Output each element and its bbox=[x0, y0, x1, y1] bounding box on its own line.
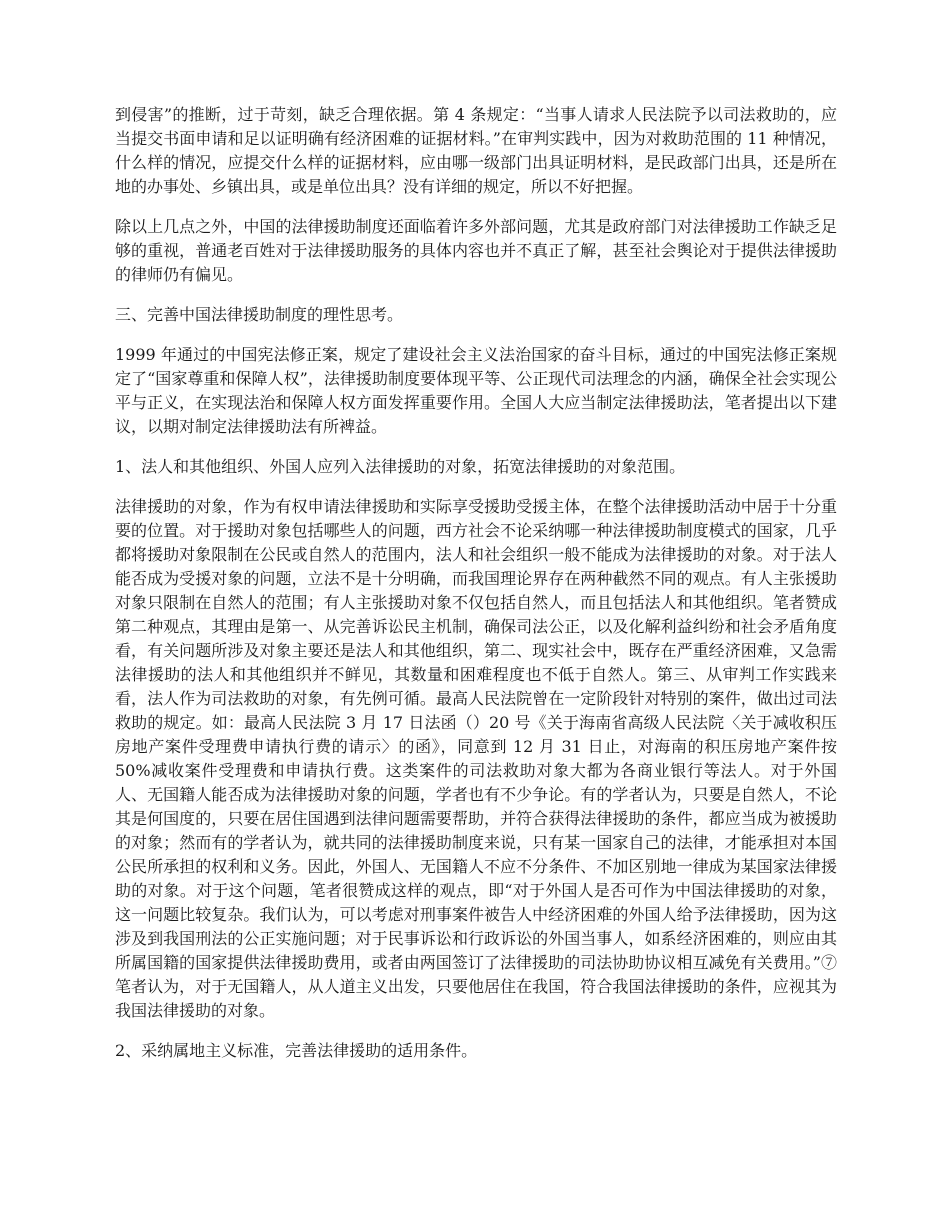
section-heading-3: 三、完善中国法律援助制度的理性思考。 bbox=[115, 305, 404, 324]
paragraph-evidence-requirements: 到侵害”的推断，过于苛刻，缺乏合理依据。第 4 条规定：“当事人请求人民法院予以司法救助的，应当提交书面申请和足以证明确有经济困难的证据材料。”在审判实践中，因为对救助范围的 11 种情况，什么样的情况，应提交什么样的证据材料，应由哪一级部门出具证明材料，是民政部门出具，还是所在地的办事处、乡镇出具，或是单位出具？没有详细的规定，所以不好把握。 bbox=[115, 105, 837, 196]
subheading-2: 2、采纳属地主义标准，完善法律援助的适用条件。 bbox=[115, 1041, 478, 1060]
paragraph-aid-recipients: 法律援助的对象，作为有权申请法律援助和实际享受援助受援主体，在整个法律援助活动中居于十分重要的位置。对于援助对象包括哪些人的问题，西方社会不论采纳哪一种法律援助制度模式的国家，几乎都将援助对象限制在公民或自然人的范围内，法人和社会组织一般不能成为法律援助的对象。对于法人能否成为受援对象的问题，立法不是十分明确，而我国理论界存在两种截然不同的观点。有人主张援助对象只限制在自然人的范围；有人主张援助对象不仅包括自然人，而且包括法人和其他组织。笔者赞成第二种观点，其理由是第一、从完善诉讼民主机制，确保司法公正，以及化解利益纠纷和社会矛盾角度看，有关问题所涉及对象主要还是法人和其他组织，第二、现实社会中，既存在严重经济困难，又急需法律援助的法人和其他组织并不鲜见，其数量和困难程度也不低于自然人。第三、从审判工作实践来看，法人作为司法救助的对象，有先例可循。最高人民法院曾在一定阶段针对特别的案件，做出过司法救助的规定。如：最高人民法院 3 月 17 日法函（）20 号《关于海南省高级人民法院〈关于减收积压房地产案件受理费申请执行费的请示〉的函》，同意到 12 月 31 日止，对海南的积压房地产案件按 50%减收案件受理费和申请执行费。这类案件的司法救助对象大都为各商业银行等法人。对于外国人、无国籍人能否成为法律援助对象的问题，学者也有不少争论。有的学者认为，只要是自然人，不论其是何国度的，只要在居住国遇到法律问题需要帮助，并符合获得法律援助的条件，都应当成为被援助的对象；然而有的学者认为，就共同的法律援助制度来说，只有某一国家自己的法律，才能承担对本国公民所承担的权利和义务。因此，外国人、无国籍人不应不分条件、不加区别地一律成为某国家法律援助的对象。对于这个问题，笔者很赞成这样的观点，即“对于外国人是否可作为中国法律援助的对象，这一问题比较复杂。我们认为，可以考虑对刑事案件被告人中经济困难的外国人给予法律援助，因为这涉及到我国刑法的公正实施问题；对于民事诉讼和行政诉讼的外国当事人，如系经济困难的，则应由其所属国籍的国家提供法律援助费用，或者由两国签订了法律援助的司法协助协议相互减免有关费用。”⑦笔者认为，对于无国籍人，从人道主义出发，只要他居住在我国，符合我国法律援助的条件，应视其为我国法律援助的对象。 bbox=[115, 497, 837, 1020]
paragraph-constitution-amendment: 1999 年通过的中国宪法修正案，规定了建设社会主义法治国家的奋斗目标，通过的中国宪法修正案规定了“国家尊重和保障人权”，法律援助制度要体现平等、公正现代司法理念的内涵，确保全社会实现公平与正义，在实现法治和保障人权方面发挥重要作用。全国人大应当制定法律援助法，笔者提出以下建议，以期对制定法律援助法有所裨益。 bbox=[115, 345, 837, 436]
paragraph-external-problems: 除以上几点之外，中国的法律援助制度还面临着许多外部问题，尤其是政府部门对法律援助工作缺乏足够的重视，普通老百姓对于法律援助服务的具体内容也并不真正了解，甚至社会舆论对于提供法律援助的律师仍有偏见。 bbox=[115, 217, 837, 284]
subheading-1: 1、法人和其他组织、外国人应列入法律援助的对象，拓宽法律援助的对象范围。 bbox=[115, 457, 686, 476]
document-body bbox=[115, 103, 837, 1079]
